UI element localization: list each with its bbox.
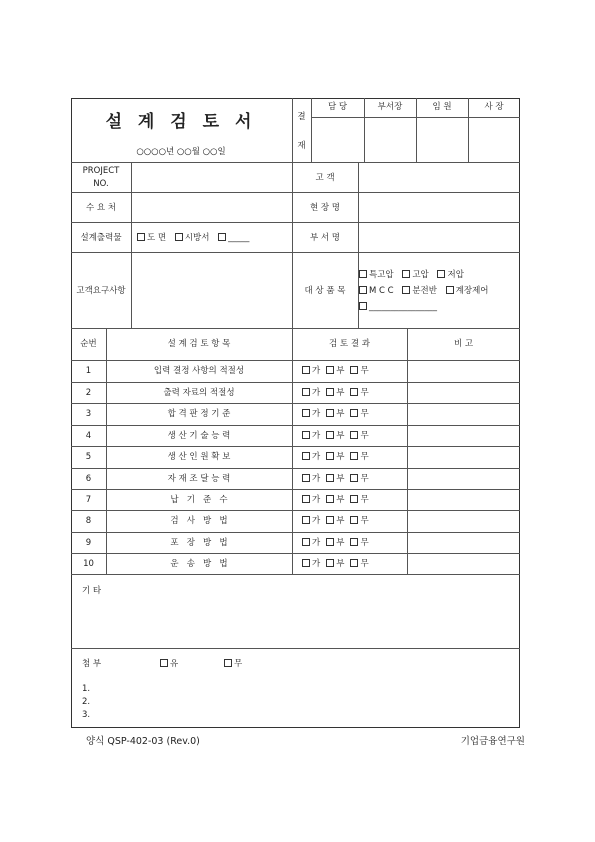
approval-role-president: 사 장	[484, 102, 504, 112]
checkbox-icon[interactable]	[350, 431, 358, 439]
design-output-label: 설계출력물	[80, 233, 122, 243]
checkbox-icon[interactable]	[402, 270, 410, 278]
result-option[interactable]: 가	[302, 474, 320, 484]
recipient-field[interactable]	[132, 193, 291, 221]
checkbox-icon[interactable]	[350, 559, 358, 567]
review-row-remark[interactable]	[408, 447, 519, 468]
customer-field[interactable]	[359, 163, 519, 191]
approval-label-bottom: 재	[297, 141, 306, 151]
customer-label: 고 객	[315, 173, 335, 183]
target-option-mcc[interactable]: M C C	[359, 286, 394, 296]
checkbox-icon[interactable]	[302, 559, 310, 567]
result-option[interactable]: 가	[302, 559, 320, 569]
result-option[interactable]: 가	[302, 495, 320, 505]
attachment-item-1[interactable]: 1.	[82, 684, 91, 694]
approval-sign-staff[interactable]	[312, 118, 363, 161]
divider-col-item	[292, 328, 293, 574]
review-row-result	[302, 431, 375, 441]
result-option[interactable]: 부	[326, 559, 344, 569]
attachment-no-option[interactable]: 무	[224, 659, 242, 669]
result-option[interactable]: 가	[302, 452, 320, 462]
checkbox-icon[interactable]	[437, 270, 445, 278]
target-option-special-high-voltage[interactable]: 특고압	[359, 270, 394, 280]
checkbox-icon[interactable]	[326, 495, 334, 503]
divider-trow10	[71, 574, 520, 575]
result-option[interactable]: 가	[302, 516, 320, 526]
review-row-item: 검 사 방 법	[170, 516, 228, 526]
checkbox-icon[interactable]	[326, 516, 334, 524]
result-option[interactable]: 부	[326, 495, 344, 505]
table-header-remark: 비 고	[453, 339, 474, 349]
form-code: 양식 QSP-402-03 (Rev.0)	[86, 736, 200, 747]
checkbox-icon[interactable]	[302, 474, 310, 482]
checkbox-icon[interactable]	[359, 270, 367, 278]
form-title: 설 계 검 토 서	[105, 112, 257, 132]
checkbox-icon[interactable]	[302, 452, 310, 460]
design-output-option-drawing[interactable]: 도 면	[137, 233, 166, 243]
checkbox-icon[interactable]	[302, 495, 310, 503]
project-label-line1: PROJECT	[82, 166, 120, 176]
review-row-remark[interactable]	[408, 361, 519, 382]
result-option[interactable]: 무	[350, 452, 368, 462]
target-option-low-voltage[interactable]: 저압	[437, 270, 463, 280]
review-row-result	[302, 516, 375, 526]
review-row-no: 3	[85, 409, 92, 419]
checkbox-icon[interactable]	[302, 538, 310, 546]
result-option[interactable]: 부	[326, 431, 344, 441]
review-row-no: 7	[85, 495, 92, 505]
checkbox-icon[interactable]	[218, 233, 226, 241]
checkbox-icon[interactable]	[302, 409, 310, 417]
target-product-row3	[359, 302, 437, 312]
review-row-item: 자 재 조 달 능 력	[167, 474, 231, 484]
result-option[interactable]: 무	[350, 388, 368, 398]
table-header-no: 순번	[80, 339, 97, 349]
checkbox-icon[interactable]	[326, 538, 334, 546]
review-row-no: 10	[83, 559, 94, 569]
checkbox-icon[interactable]	[350, 474, 358, 482]
result-option[interactable]: 무	[350, 516, 368, 526]
divider-other	[71, 648, 520, 649]
recipient-label: 수 요 처	[85, 203, 117, 213]
checkbox-icon[interactable]	[359, 302, 367, 310]
approval-sign-president[interactable]	[469, 118, 519, 161]
target-option-high-voltage[interactable]: 고압	[402, 270, 428, 280]
result-option[interactable]: 무	[350, 409, 368, 419]
result-option[interactable]: 부	[326, 516, 344, 526]
review-row-remark[interactable]	[408, 426, 519, 446]
target-product-row1	[359, 270, 470, 280]
approval-role-dept-head: 부서장	[377, 102, 403, 112]
department-field[interactable]	[359, 223, 519, 251]
review-row-result	[302, 474, 375, 484]
result-option[interactable]: 무	[350, 538, 368, 548]
review-row-result	[302, 452, 375, 462]
review-row-result	[302, 409, 375, 419]
result-option[interactable]: 가	[302, 366, 320, 376]
organization-name: 기업금융연구원	[460, 736, 525, 747]
review-row-remark[interactable]	[408, 533, 519, 553]
checkbox-icon[interactable]	[326, 431, 334, 439]
checkbox-icon[interactable]	[175, 233, 183, 241]
review-row-remark[interactable]	[408, 554, 519, 574]
review-row-no: 6	[85, 474, 92, 484]
site-field[interactable]	[359, 193, 519, 221]
review-row-item: 운 송 방 법	[170, 559, 228, 569]
attachment-item-3[interactable]: 3.	[82, 710, 91, 720]
target-option-other[interactable]: ________________	[359, 302, 437, 312]
review-row-result	[302, 366, 375, 376]
design-output-options	[137, 233, 255, 243]
checkbox-icon[interactable]	[137, 233, 145, 241]
checkbox-icon[interactable]	[326, 388, 334, 396]
review-row-remark[interactable]	[408, 469, 519, 489]
design-output-option-other[interactable]: _____	[218, 233, 249, 243]
attachment-item-2[interactable]: 2.	[82, 697, 91, 707]
result-option[interactable]: 가	[302, 538, 320, 548]
approval-sign-dept-head[interactable]	[365, 118, 415, 161]
result-option[interactable]: 무	[350, 474, 368, 484]
result-option[interactable]: 부	[326, 474, 344, 484]
review-row-item: 입력 결정 사항의 적절성	[153, 366, 245, 376]
result-option[interactable]: 무	[350, 559, 368, 569]
checkbox-icon[interactable]	[350, 366, 358, 374]
site-label: 현 장 명	[309, 203, 341, 213]
attachment-label: 첨 부	[82, 659, 102, 669]
customer-request-label: 고객요구사항	[76, 286, 126, 296]
review-row-remark[interactable]	[408, 404, 519, 425]
attachment-yes-option[interactable]: 유	[160, 659, 178, 669]
review-row-result	[302, 559, 375, 569]
table-header-result: 검 토 결 과	[329, 339, 370, 349]
project-label-line2: NO.	[93, 179, 109, 189]
review-row-result	[302, 495, 375, 505]
review-row-remark[interactable]	[408, 511, 519, 532]
checkbox-icon[interactable]	[302, 431, 310, 439]
department-label: 부 서 명	[309, 233, 341, 243]
checkbox-icon[interactable]	[350, 538, 358, 546]
review-row-result	[302, 538, 375, 548]
target-option-instrument-control[interactable]: 계장제어	[446, 286, 489, 296]
review-row-no: 4	[85, 431, 92, 441]
result-option[interactable]: 무	[350, 366, 368, 376]
review-row-item: 포 장 방 법	[170, 538, 228, 548]
result-option[interactable]: 가	[302, 388, 320, 398]
result-option[interactable]: 부	[326, 452, 344, 462]
checkbox-icon[interactable]	[350, 516, 358, 524]
form-date: ○○○○년 ○○월 ○○일	[136, 147, 226, 157]
checkbox-icon[interactable]	[160, 659, 168, 667]
result-option[interactable]: 부	[326, 366, 344, 376]
project-no-label	[71, 166, 131, 189]
result-option[interactable]: 부	[326, 538, 344, 548]
checkbox-icon[interactable]	[326, 474, 334, 482]
other-label: 기 타	[82, 586, 102, 596]
other-field[interactable]	[72, 598, 519, 646]
checkbox-icon[interactable]	[326, 366, 334, 374]
review-row-item: 출력 자료의 적절성	[163, 388, 235, 398]
checkbox-icon[interactable]	[350, 452, 358, 460]
approval-role-staff: 담 당	[327, 102, 348, 112]
result-option[interactable]: 가	[302, 431, 320, 441]
approval-sign-executive[interactable]	[417, 118, 467, 161]
result-option[interactable]: 무	[350, 495, 368, 505]
target-option-distribution-panel[interactable]: 분전반	[402, 286, 437, 296]
review-row-no: 5	[85, 452, 92, 462]
result-option[interactable]: 부	[326, 388, 344, 398]
divider-row4	[71, 328, 520, 329]
approval-label-top: 결	[297, 112, 306, 122]
result-option[interactable]: 부	[326, 409, 344, 419]
review-row-remark[interactable]	[408, 490, 519, 510]
target-product-label: 대 상 품 목	[304, 286, 346, 296]
review-row-item: 납 기 준 수	[170, 495, 228, 505]
table-header-item: 설 계 검 토 항 목	[167, 339, 231, 349]
checkbox-icon[interactable]	[359, 286, 367, 294]
review-row-no: 9	[85, 538, 92, 548]
result-option[interactable]: 무	[350, 431, 368, 441]
approval-role-executive: 임 원	[432, 102, 452, 112]
checkbox-icon[interactable]	[350, 409, 358, 417]
review-row-item: 생 산 기 술 능 력	[167, 431, 231, 441]
checkbox-icon[interactable]	[302, 366, 310, 374]
checkbox-icon[interactable]	[350, 495, 358, 503]
checkbox-icon[interactable]	[302, 388, 310, 396]
checkbox-icon[interactable]	[446, 286, 454, 294]
result-option[interactable]: 가	[302, 409, 320, 419]
checkbox-icon[interactable]	[302, 516, 310, 524]
checkbox-icon[interactable]	[402, 286, 410, 294]
review-row-remark[interactable]	[408, 383, 519, 403]
project-no-field[interactable]	[132, 163, 291, 191]
customer-request-field[interactable]	[132, 253, 291, 327]
review-row-no: 2	[85, 388, 92, 398]
target-product-row2	[359, 286, 489, 296]
checkbox-icon[interactable]	[224, 659, 232, 667]
checkbox-icon[interactable]	[326, 452, 334, 460]
review-row-item: 합 격 판 정 기 준	[167, 409, 231, 419]
review-row-result	[302, 388, 375, 398]
checkbox-icon[interactable]	[326, 559, 334, 567]
checkbox-icon[interactable]	[326, 409, 334, 417]
design-output-option-spec[interactable]: 시방서	[175, 233, 210, 243]
checkbox-icon[interactable]	[350, 388, 358, 396]
review-row-no: 1	[85, 366, 92, 376]
review-row-item: 생 산 인 원 확 보	[167, 452, 231, 462]
review-row-no: 8	[85, 516, 92, 526]
